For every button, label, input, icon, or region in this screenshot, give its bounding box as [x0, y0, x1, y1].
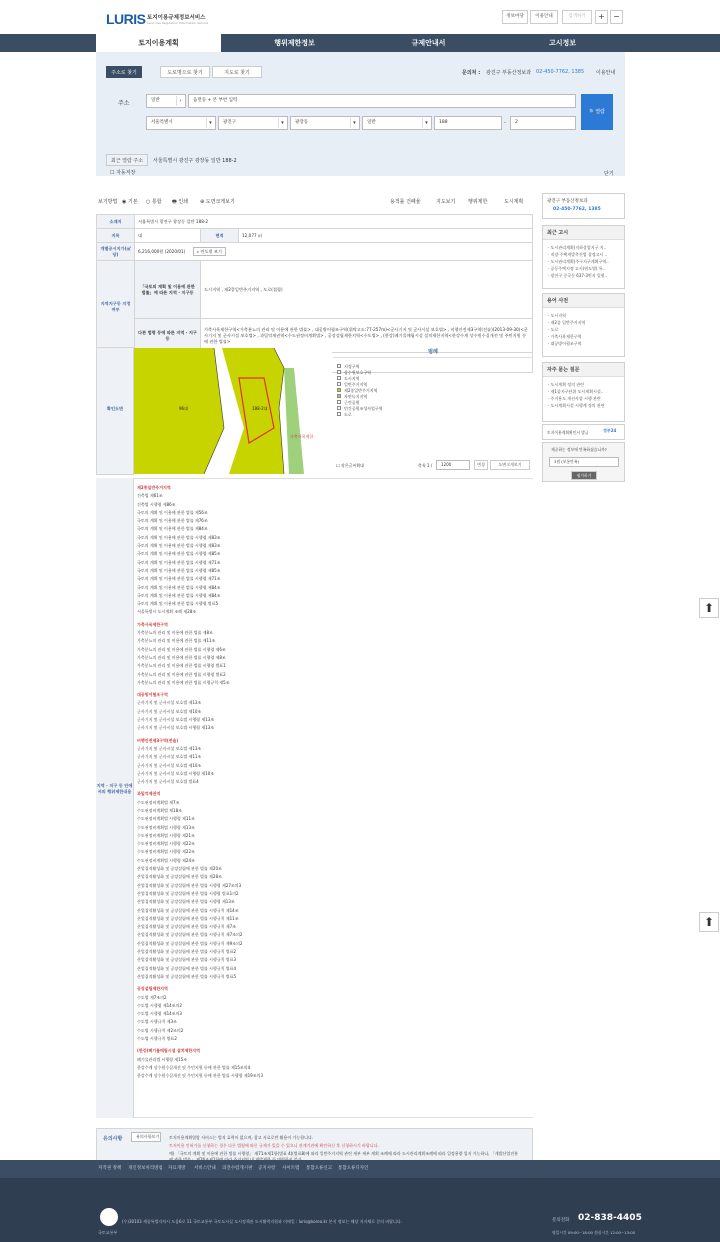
search-icon: ⌕ — [196, 248, 200, 254]
legend-title: 범례 — [333, 348, 533, 358]
footer-org: 국토교통부 — [98, 1230, 118, 1235]
law2-value: 가축사육제한구역<가축분뇨의 관리 및 이용에 관한 법률> , 대공방어협조구역(위탁고도:77-257m)<군사기지 및 군사시설 보호법> , 비행안전제3구역(전술)(2013-09-30)<군사기지 및 군사시설 보호법> , 과밀억제권역<수도권정비계획법> , 공장설립제한지역<수도법> , (한강)폐기물매립시설 설치제한지역<한강수계 상수원수질개선 및 주민지원 등에 관한 법률> — [201, 319, 533, 353]
law1-value: 도시지역 , 제2종일반주거지역 , 도로(접합) — [201, 261, 533, 319]
footer-info — [0, 1178, 720, 1242]
recent-notice-item[interactable] — [543, 258, 624, 265]
footer-link-copyright[interactable]: 저작권 정책 — [98, 1166, 122, 1171]
bon-value: 188 — [439, 120, 448, 125]
tab-map-search[interactable]: 지도로 찾기 — [212, 66, 262, 78]
law-link[interactable]: 군사기지 및 군사시설 보호법 시행령 제13조 — [137, 717, 215, 723]
confirmation-map[interactable] — [134, 348, 332, 474]
scroll-top-icon[interactable]: ⬆ — [699, 598, 719, 618]
legend-label: 자연녹지지역 — [344, 394, 368, 399]
bu-value: 2 — [515, 120, 518, 125]
law-category: 대공방어협조구역 — [137, 692, 168, 698]
term-item-label: 도시지역 — [550, 313, 567, 318]
term-item-label: 제2종 일반주거지역 — [550, 320, 586, 325]
dong-value: 광장동 — [295, 120, 309, 125]
law-link[interactable]: 군사기지 및 군사시설 보호법 시행령 제13조 — [137, 725, 215, 731]
law-link[interactable]: 군사기지 및 군사시설 보호법 제13조 — [137, 745, 202, 751]
law-link[interactable]: 수도권정비계획법 제18조 — [137, 807, 183, 813]
terms-title: 용어 사전 — [543, 294, 624, 308]
law-link[interactable]: 군사기지 및 군사시설 보호법 제10조 — [137, 762, 202, 768]
survey-question: 제공하는 정보에 만족하셨습니까? — [551, 447, 607, 452]
law-link[interactable]: 국토의 계획 및 이용에 관한 법률 시행령 제71조 — [137, 559, 221, 565]
map-legend — [333, 348, 533, 458]
legend-swatch — [337, 400, 341, 404]
view-combined-label: 통합 — [151, 199, 162, 205]
faq-item[interactable] — [543, 388, 624, 395]
location-value: 서울특별시 광진구 광장동 일반 188-2 — [135, 215, 533, 229]
law-link[interactable]: 군사기지 및 군사시설 보호법 제10조 — [137, 708, 202, 714]
recent-notice-item[interactable] — [543, 265, 624, 272]
recent-notice-item-label: 광진구 중곡동 637-3번지 일원.. — [550, 273, 608, 278]
recent-notice-item[interactable] — [543, 251, 624, 258]
legend-label: 일반주거지역 — [344, 382, 368, 387]
law-link[interactable]: 국토의 계획 및 이용에 관한 법률 시행령 제83조 — [137, 543, 221, 549]
faq-item-label: 주거용도 개선사업 시행 관련 — [550, 396, 601, 401]
price-header: 개별공시지가(㎡당) — [97, 243, 135, 261]
law-link[interactable]: 산업집적활성화 및 공장설립에 관한 법률 시행규칙 별표2 — [137, 949, 237, 955]
recent-notice-item[interactable] — [543, 272, 624, 279]
survey-select-value: 3점 (보통만족) — [554, 459, 579, 464]
law-link[interactable]: 산업집적활성화 및 공장설립에 관한 법률 시행규칙 별표4 — [137, 965, 237, 971]
faq-item-label: 제1종지구단위 도시계획시설.. — [550, 389, 604, 394]
footer-phone-label: 문의전화 — [552, 1218, 570, 1223]
drawing-label: 도면크게보기 — [205, 199, 235, 205]
notice-select[interactable] — [131, 1132, 161, 1142]
law-link[interactable]: 군사기지 및 군사시설 보호법 별표4 — [137, 779, 199, 785]
footer-links — [0, 1160, 720, 1178]
law-link[interactable]: 산업집적활성화 및 공장설립에 관한 법률 시행령 제13조 — [137, 899, 235, 905]
law-link[interactable]: 수도권정비계획법 시행령 제22조 — [137, 849, 195, 855]
zone-area-west — [134, 348, 224, 474]
terms-box — [542, 293, 625, 357]
law-link[interactable]: 한강수계 상수원수질개선 및 주민지원 등에 관한 법률 제15조의4 — [137, 1064, 251, 1070]
law-category: 가축사육제한구역 — [137, 621, 168, 627]
molit-logo-icon — [100, 1208, 118, 1226]
law-link[interactable]: 한강수계 상수원수질개선 및 주민지원 등에 관한 법률 시행령 제19조의3 — [137, 1073, 263, 1079]
law-link[interactable]: 군사기지 및 군사시설 보호법 시행령 제10조 — [137, 770, 215, 776]
bullet-icon: · — [548, 313, 551, 318]
jimok-header: 지목 — [97, 229, 135, 243]
printer-icon: 🖶 — [172, 199, 177, 205]
law-link[interactable]: 국토의 계획 및 이용에 관한 법률 시행령 제85조 — [137, 551, 221, 557]
survey-submit-button[interactable]: 평가하기 — [571, 471, 597, 480]
logo-subtitle-en: Land Use Regulation Information Service — [147, 21, 209, 25]
bullet-icon: · — [548, 334, 551, 339]
law1-header: 「국토의 계획 및 이용에 관한 법률」에 따른 지역 · 지구등 — [135, 261, 201, 319]
term-item[interactable] — [543, 340, 624, 347]
tab-regulation-guide[interactable]: 규제안내서 — [411, 39, 446, 47]
law-link[interactable]: 가축분뇨의 관리 및 이용에 관한 법률 시행령 제8조 — [137, 654, 226, 660]
recent-address-value[interactable]: 서울특별시 광진구 광장동 일반 188-2 — [153, 158, 237, 164]
chevron-down-icon: ▾ — [350, 118, 358, 128]
law-category: 과밀억제권역 — [137, 791, 161, 797]
law-link[interactable]: 산업집적활성화 및 공장설립에 관한 법률 시행규칙 제11조 — [137, 915, 239, 921]
bullet-icon: · — [548, 327, 551, 332]
law-link[interactable]: 국토의 계획 및 이용에 관한 법률 제76조 — [137, 518, 208, 524]
law-link[interactable]: 국토의 계획 및 이용에 관한 법률 시행령 제84조 — [137, 592, 221, 598]
law-link[interactable]: 수도권정비계획법 시행령 제21조 — [137, 832, 195, 838]
legend-swatch — [337, 412, 341, 416]
legend-swatch — [337, 388, 341, 392]
law-link[interactable]: 산업집적활성화 및 공장설립에 관한 법률 시행규칙 제14조 — [137, 907, 239, 913]
address-input[interactable] — [188, 94, 576, 108]
law-link[interactable]: 수도법 시행규칙 제3조 — [137, 1019, 177, 1025]
recent-notice-title: 최근 고시 — [543, 226, 624, 240]
bon-input[interactable] — [434, 116, 502, 130]
contact-office: 광진구 부동산정보과 — [486, 70, 532, 76]
certificate-label: 토지이용계획확인서 발급 — [547, 430, 589, 435]
dash-separator: - — [504, 120, 506, 126]
map-header-cell — [96, 347, 134, 475]
faq-item[interactable] — [543, 381, 624, 388]
recent-notice-item-label: 직장·주택개발촉진법 결정고시 .. — [550, 252, 608, 257]
magnifier-icon: ⊕ — [200, 199, 205, 205]
term-item-label: 도로 — [550, 327, 559, 332]
law-link[interactable]: 수도법 시행규칙 별표2 — [137, 1036, 177, 1041]
footer-link-notice[interactable]: 공지사항 — [258, 1166, 276, 1171]
legend-swatch — [337, 376, 341, 380]
scale-label: 축척 1 / — [418, 463, 433, 468]
law-link[interactable]: 산업집적활성화 및 공장설립에 관한 법률 시행령 별표1의2 — [137, 890, 239, 896]
jimok-value: 대 — [135, 229, 201, 243]
small-text-toggle[interactable]: ☐ 작은글씨확대 — [336, 463, 365, 468]
restriction-header-cell — [96, 478, 134, 1118]
legend-label: 제2종일반주거지역 — [344, 388, 378, 393]
search-button[interactable]: 검색하기 — [562, 10, 592, 24]
map-label-1: 96대 — [179, 406, 188, 411]
guide-button[interactable]: 이용안내 — [530, 10, 558, 24]
header — [0, 0, 720, 34]
contact-label: 문의처 : — [462, 70, 481, 76]
law-link[interactable]: 산업집적활성화 및 공장설립에 관한 법률 제28조 — [137, 874, 222, 880]
law-category: 제2종일반주거지역 — [137, 485, 171, 490]
law-link[interactable]: 수도법 시행령 제14조의2 — [137, 1002, 182, 1008]
chevron-down-icon: › — [176, 96, 184, 106]
law-link[interactable]: 국토의 계획 및 이용에 관한 법률 제56조 — [137, 509, 208, 515]
side-contact-title: 광진구 부동산정보과 — [547, 199, 588, 204]
scale-change-button[interactable]: 변경 — [474, 460, 488, 470]
address-type-value: 일반 — [151, 98, 160, 103]
legend-label: 도시지역 — [344, 376, 360, 381]
map-view-button[interactable]: 지도보기 — [436, 199, 456, 205]
price-year-label: 연도별 보기 — [200, 248, 222, 254]
gubun-select[interactable] — [362, 116, 432, 130]
recent-notice-item[interactable] — [543, 244, 624, 251]
law-link[interactable]: 건축법 제61조 — [137, 493, 163, 499]
term-item-label: 대공방어협조구역 — [550, 341, 582, 346]
footer-link-privacy[interactable]: 개인정보처리방침 — [128, 1166, 163, 1171]
recent-notice-item-label: 도시관리계획(주구지구계획구역.. — [550, 259, 609, 264]
bullet-icon: · — [548, 266, 551, 271]
legend-list — [333, 358, 533, 424]
address-type-select[interactable] — [146, 94, 186, 108]
price-year-button[interactable] — [193, 247, 226, 256]
law-link[interactable]: 수도권정비계획법 시행령 제22조 — [137, 841, 195, 847]
footer-link-error[interactable]: 통합오류신고 — [306, 1166, 333, 1171]
law-link[interactable]: 산업집적활성화 및 공장설립에 관한 법률 시행규칙 제7조 — [137, 924, 237, 930]
auto-save-label: 자동저장 — [116, 170, 136, 176]
law-link[interactable]: 가축분뇨의 관리 및 이용에 관한 법률 제8조 — [137, 630, 213, 636]
law-link[interactable]: 수도권정비계획법 시행령 제24조 — [137, 857, 195, 863]
law-link[interactable]: 국토의 계획 및 이용에 관한 법률 시행령 제85조 — [137, 567, 221, 573]
print-label: 인쇄 — [178, 199, 188, 205]
info-button[interactable]: 정보마당 — [502, 10, 528, 24]
tab-restrictions[interactable]: 행위제한정보 — [274, 39, 315, 47]
law-link[interactable]: 산업집적활성화 및 공장설립에 관한 법률 시행규칙 제7조의2 — [137, 932, 243, 938]
scale-value: 1200 — [441, 462, 452, 467]
footer-phone: 02-838-4405 — [578, 1213, 642, 1223]
term-item[interactable] — [543, 326, 624, 333]
side-contact-phone: 02-450-7762, 1385 — [553, 207, 601, 212]
chevron-down-icon: ▾ — [278, 118, 286, 128]
law-link[interactable]: 국토의 계획 및 이용에 관한 법률 시행령 제83조 — [137, 534, 221, 540]
logo-subtitle: 토지이용규제정보서비스 — [147, 15, 206, 21]
survey-box — [542, 442, 625, 482]
gubun-value: 일반 — [367, 120, 376, 125]
legend-swatch — [337, 406, 341, 410]
law-category: 비행안전제3구역(전술) — [137, 737, 179, 743]
legend-label: 근린공원 — [344, 400, 360, 405]
view-combined-radio[interactable]: ○ 통합 — [146, 199, 162, 205]
faq-list — [543, 377, 624, 409]
bullet-icon: · — [548, 389, 551, 394]
law-link[interactable]: 가축분뇨의 관리 및 이용에 관한 법률 시행령 별표2 — [137, 671, 226, 677]
view-basic-radio[interactable]: ◉ 기본 — [122, 199, 138, 205]
faq-item[interactable] — [543, 395, 624, 402]
notice-line-2: 토지이용 인허가를 신청하는 경우 다른 법령에 따른 규제가 있을 수 있으니 관계기관에 확인하신 후 신청하시기 바랍니다. — [169, 1143, 379, 1148]
law-link[interactable]: 국토의 계획 및 이용에 관한 법률 시행령 제71조 — [137, 576, 221, 582]
sido-value: 서울특별시 — [151, 120, 173, 125]
large-drawing-button[interactable]: 도면크게보기 — [490, 460, 530, 470]
bullet-icon: · — [548, 396, 551, 401]
law-link[interactable]: 수도법 제7조의2 — [137, 994, 167, 1000]
law-link[interactable]: 국토의 계획 및 이용에 관한 법률 시행령 별표5 — [137, 601, 218, 607]
law-link[interactable]: 산업집적활성화 및 공장설립에 관한 법률 시행령 제27조의3 — [137, 882, 242, 888]
recent-notice-item-label: 공동주택지정 고시(연도별) 특.. — [550, 266, 606, 271]
law-link[interactable]: 산업집적활성화 및 공장설립에 관한 법률 시행규칙 별표3 — [137, 957, 237, 963]
legend-label: 지정구역 — [344, 364, 360, 369]
bullet-icon: · — [548, 382, 551, 387]
bullet-icon: · — [548, 245, 551, 250]
footer-link-opinion[interactable]: 의견수렴게시판 — [222, 1166, 253, 1171]
tab-land-plan[interactable]: 토지이용계획 — [96, 34, 221, 52]
tab-address-search[interactable]: 주소로 찾기 — [106, 66, 142, 78]
dong-select[interactable] — [290, 116, 360, 130]
term-item[interactable] — [543, 312, 624, 319]
sigungu-select[interactable] — [218, 116, 288, 130]
main-nav — [0, 34, 720, 52]
sido-select[interactable] — [146, 116, 216, 130]
notice-line-3: 예) 「국토의 계획 및 이용에 관한 법률 시행령」 제71조제1항(별표 4)(별표8)에 따라 일반주거지역 관련 세부 세부 계획 조례에 따라 도시관리계획조례에 따라 일정용량 입지 가능하나, 「개발산업진흥 — [169, 1151, 518, 1156]
search-icon: 🔍 — [589, 109, 596, 115]
view-basic-label: 기본 — [127, 199, 138, 205]
law-link[interactable]: 가축분뇨의 관리 및 이용에 관한 법률 시행령 별표1 — [137, 663, 226, 669]
luris-logo[interactable]: LURIS — [106, 11, 146, 27]
contact-box — [542, 193, 625, 219]
location-header: 소재지 — [97, 215, 135, 229]
faq-item-label: 도시계획 정의 관련 — [550, 382, 585, 387]
bullet-icon: · — [548, 341, 551, 346]
city-plan-button[interactable]: 도시계획 — [504, 199, 524, 205]
recent-notice-list — [543, 240, 624, 279]
footer-link-design[interactable]: 통합오류디자인 — [338, 1166, 369, 1171]
restriction-law-list — [137, 484, 263, 1080]
law-category: (한강)폐기물매립시설 설치제한지역 — [137, 1048, 201, 1054]
footer-hours: 평일시간 09:00~18:00 점심시간 12:00~13:00 — [552, 1230, 636, 1235]
law-link[interactable]: 가축분뇨의 관리 및 이용에 관한 법률 시행령 제6조 — [137, 646, 226, 652]
law-link[interactable]: 산업집적활성화 및 공장설립에 관한 법률 제20조 — [137, 866, 222, 872]
footer-link-sitemap[interactable]: 사이트맵 — [282, 1166, 300, 1171]
close-button[interactable]: 닫기 — [604, 171, 614, 177]
law-link[interactable]: 군사기지 및 군사시설 보호법 제13조 — [137, 700, 202, 706]
survey-select[interactable] — [549, 457, 619, 467]
faq-title: 자주 묻는 질문 — [543, 363, 624, 377]
print-button[interactable] — [172, 198, 188, 207]
chevron-down-icon: ▾ — [206, 118, 214, 128]
small-text-label: 작은글씨확대 — [340, 463, 365, 468]
bullet-icon: · — [548, 273, 551, 278]
law-link[interactable]: 폐기물관리법 시행령 제15조 — [137, 1056, 188, 1062]
notice-select-value: 유의사항보기 — [136, 1134, 160, 1139]
law-link[interactable]: 가축분뇨의 관리 및 이용에 관한 법률 제11조 — [137, 638, 216, 644]
drawing-button[interactable] — [200, 198, 235, 205]
law-link[interactable]: 수도법 시행규칙 제2조의2 — [137, 1027, 184, 1033]
area-value: 12,077 ㎡ — [239, 229, 533, 243]
bullet-icon: · — [548, 403, 551, 408]
recent-notice-item-label: 도시관리계획(지하상업지구 지.. — [550, 245, 607, 250]
price-value: 6,216,000원 (2020/01) — [138, 248, 186, 254]
scale-select[interactable] — [436, 460, 470, 470]
law-link[interactable]: 산업집적활성화 및 공장설립에 관한 법률 시행규칙 제9조의2 — [137, 940, 243, 946]
faq-item[interactable] — [543, 402, 624, 409]
view-button[interactable] — [581, 94, 613, 130]
footer-link-open-data[interactable]: 자료개방 — [168, 1166, 186, 1171]
law-link[interactable]: 수도권정비계획법 시행령 제13조 — [137, 824, 195, 830]
notice-label: 유의사항 — [103, 1136, 123, 1142]
recent-address-button[interactable]: 최근 열람 주소 — [106, 154, 148, 166]
bu-input[interactable] — [510, 116, 576, 130]
certificate-banner[interactable] — [542, 424, 625, 440]
zoom-out-button[interactable]: − — [610, 10, 623, 24]
law-link[interactable]: 수도권정비계획법 제7조 — [137, 799, 180, 805]
law-link[interactable]: 수도법 시행령 제14조의3 — [137, 1011, 182, 1017]
restriction-button[interactable]: 행위제한 — [468, 199, 488, 205]
term-item-label: 가축사육제한구역 — [550, 334, 582, 339]
scroll-top-icon[interactable]: ⬆ — [699, 912, 719, 932]
auto-save-checkbox[interactable]: ☐ 자동저장 — [110, 170, 136, 176]
footer-address: (우)30103 세종특별자치시 도움6로 11 국토교통부 국토도시실 도시정책관 도시활력지원과 이메일 : luris@korea.kr 본지 정보는 해당 지자체로 문의 바랍니다. — [122, 1219, 403, 1224]
law2-header: 다른 법령 등에 따른 지역 · 지구등 — [135, 319, 201, 353]
address-placeholder: 읍면동 + 본 부번 입력 — [193, 98, 238, 103]
contact-phone: 02-450-7762, 1385 — [536, 69, 585, 75]
address-label: 주소 — [118, 100, 130, 107]
map-label-2: 188-2대 — [252, 406, 268, 411]
zoom-in-button[interactable]: + — [595, 10, 608, 24]
legend-swatch — [337, 370, 341, 374]
view-method-label: 보기방법 — [98, 199, 118, 205]
tab-notices[interactable]: 고시정보 — [548, 39, 577, 47]
chevron-down-icon: ▾ — [422, 118, 430, 128]
legend-label: 도로 — [344, 412, 352, 417]
map-label-3: 가축사육제한 — [290, 434, 314, 439]
legend-item — [337, 412, 529, 418]
help-link[interactable]: 이용안내 — [596, 70, 616, 76]
legend-swatch — [337, 364, 341, 368]
legend-label: 상수원보호구역 — [344, 370, 372, 375]
law-link[interactable]: 가축분뇨의 관리 및 이용에 관한 법률 시행규칙 제5조 — [137, 679, 230, 685]
footer-link-service[interactable]: 서비스안내 — [194, 1166, 216, 1171]
legend-swatch — [337, 382, 341, 386]
law-link[interactable]: 수도권정비계획법 시행령 제11조 — [137, 816, 195, 822]
far-button[interactable]: 용적률 건폐율 — [390, 199, 421, 205]
legend-swatch — [337, 394, 341, 398]
law-link[interactable]: 국토의 계획 및 이용에 관한 법률 시행령 제84조 — [137, 584, 221, 590]
law-link[interactable]: 건축법 시행령 제86조 — [137, 501, 176, 507]
recent-notice-box — [542, 225, 625, 289]
law-link[interactable]: 산업집적활성화 및 공장설립에 관한 법률 시행규칙 별표5 — [137, 973, 237, 979]
view-button-label: 열람 — [595, 109, 605, 115]
notice-line-1: 토지이용계획열람 서비스는 법적 효력이 없으며, 참고 자료로만 활용이 가능합니다. — [169, 1135, 314, 1140]
term-item[interactable] — [543, 333, 624, 340]
law-category: 공장설립제한지역 — [137, 986, 168, 992]
sigungu-value: 광진구 — [223, 120, 237, 125]
term-item[interactable] — [543, 319, 624, 326]
bullet-icon: · — [548, 259, 551, 264]
faq-item-label: 도시계획시설 시행계 정의 관련 — [550, 403, 605, 408]
legend-label: 민간공원조성사업구역 — [344, 406, 383, 411]
law-link[interactable]: 군사기지 및 군사시설 보호법 제11조 — [137, 754, 202, 760]
law-link[interactable]: 서울특별시 도시계획 조례 제28조 — [137, 609, 197, 615]
bullet-icon: · — [548, 252, 551, 257]
faq-box — [542, 362, 625, 422]
area-header: 면적 — [201, 229, 239, 243]
gov24-logo: 정부24 — [603, 428, 617, 433]
tab-road-search[interactable]: 도로명으로 찾기 — [160, 66, 210, 78]
law-link[interactable]: 국토의 계획 및 이용에 관한 법률 제84조 — [137, 526, 208, 532]
terms-list — [543, 308, 624, 347]
map-header: 확인도면 — [97, 406, 133, 412]
restriction-header: 지역 · 지구 등 안에서의 행위제한내용 — [96, 783, 133, 794]
bullet-icon: · — [548, 320, 551, 325]
zone-header: 지역지구등 지정여부 — [97, 261, 135, 353]
